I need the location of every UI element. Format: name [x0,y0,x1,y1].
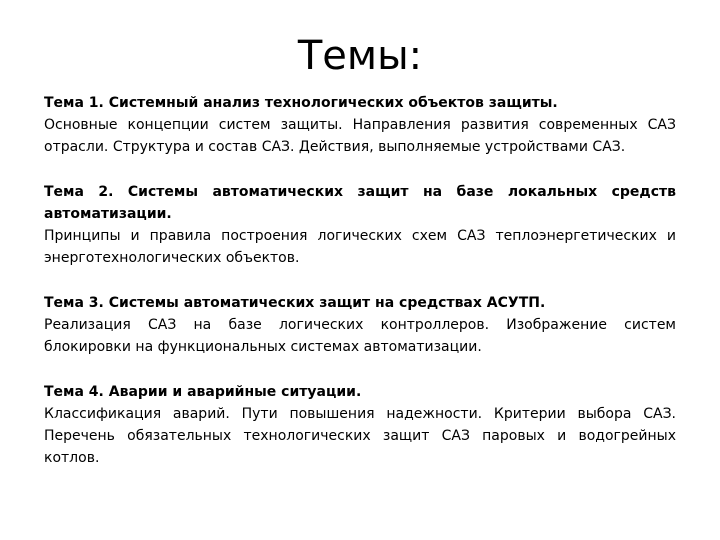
topic-description: Классификация аварий. Пути повышения надежности. Критерии выбора САЗ. Перечень обязательных технологических защит САЗ паровых и водогрейных котлов. [44,406,676,466]
topic-description: Основные концепции систем защиты. Направления развития современных САЗ отрасли. Структура и состав САЗ. Действия, выполняемые устройствами САЗ. [44,117,676,155]
topic-4 [44,381,676,469]
topic-1 [44,92,676,158]
topic-3 [44,292,676,358]
topic-title: Тема 3. Системы автоматических защит на средствах АСУТП. [44,295,546,311]
topic-description: Реализация САЗ на базе логических контроллеров. Изображение систем блокировки на функциональных системах автоматизации. [44,317,676,355]
slide-title: Темы: [297,33,423,79]
topic-title: Тема 1. Системный анализ технологических объектов защиты. [44,95,558,111]
topics-list [44,92,676,492]
topic-title: Тема 2. Системы автоматических защит на базе локальных средств автоматизации. [44,184,676,222]
topic-title: Тема 4. Аварии и аварийные ситуации. [44,384,362,400]
topic-description: Принципы и правила построения логических схем САЗ теплоэнергетических и энерготехнологических объектов. [44,228,676,266]
topic-2 [44,181,676,269]
